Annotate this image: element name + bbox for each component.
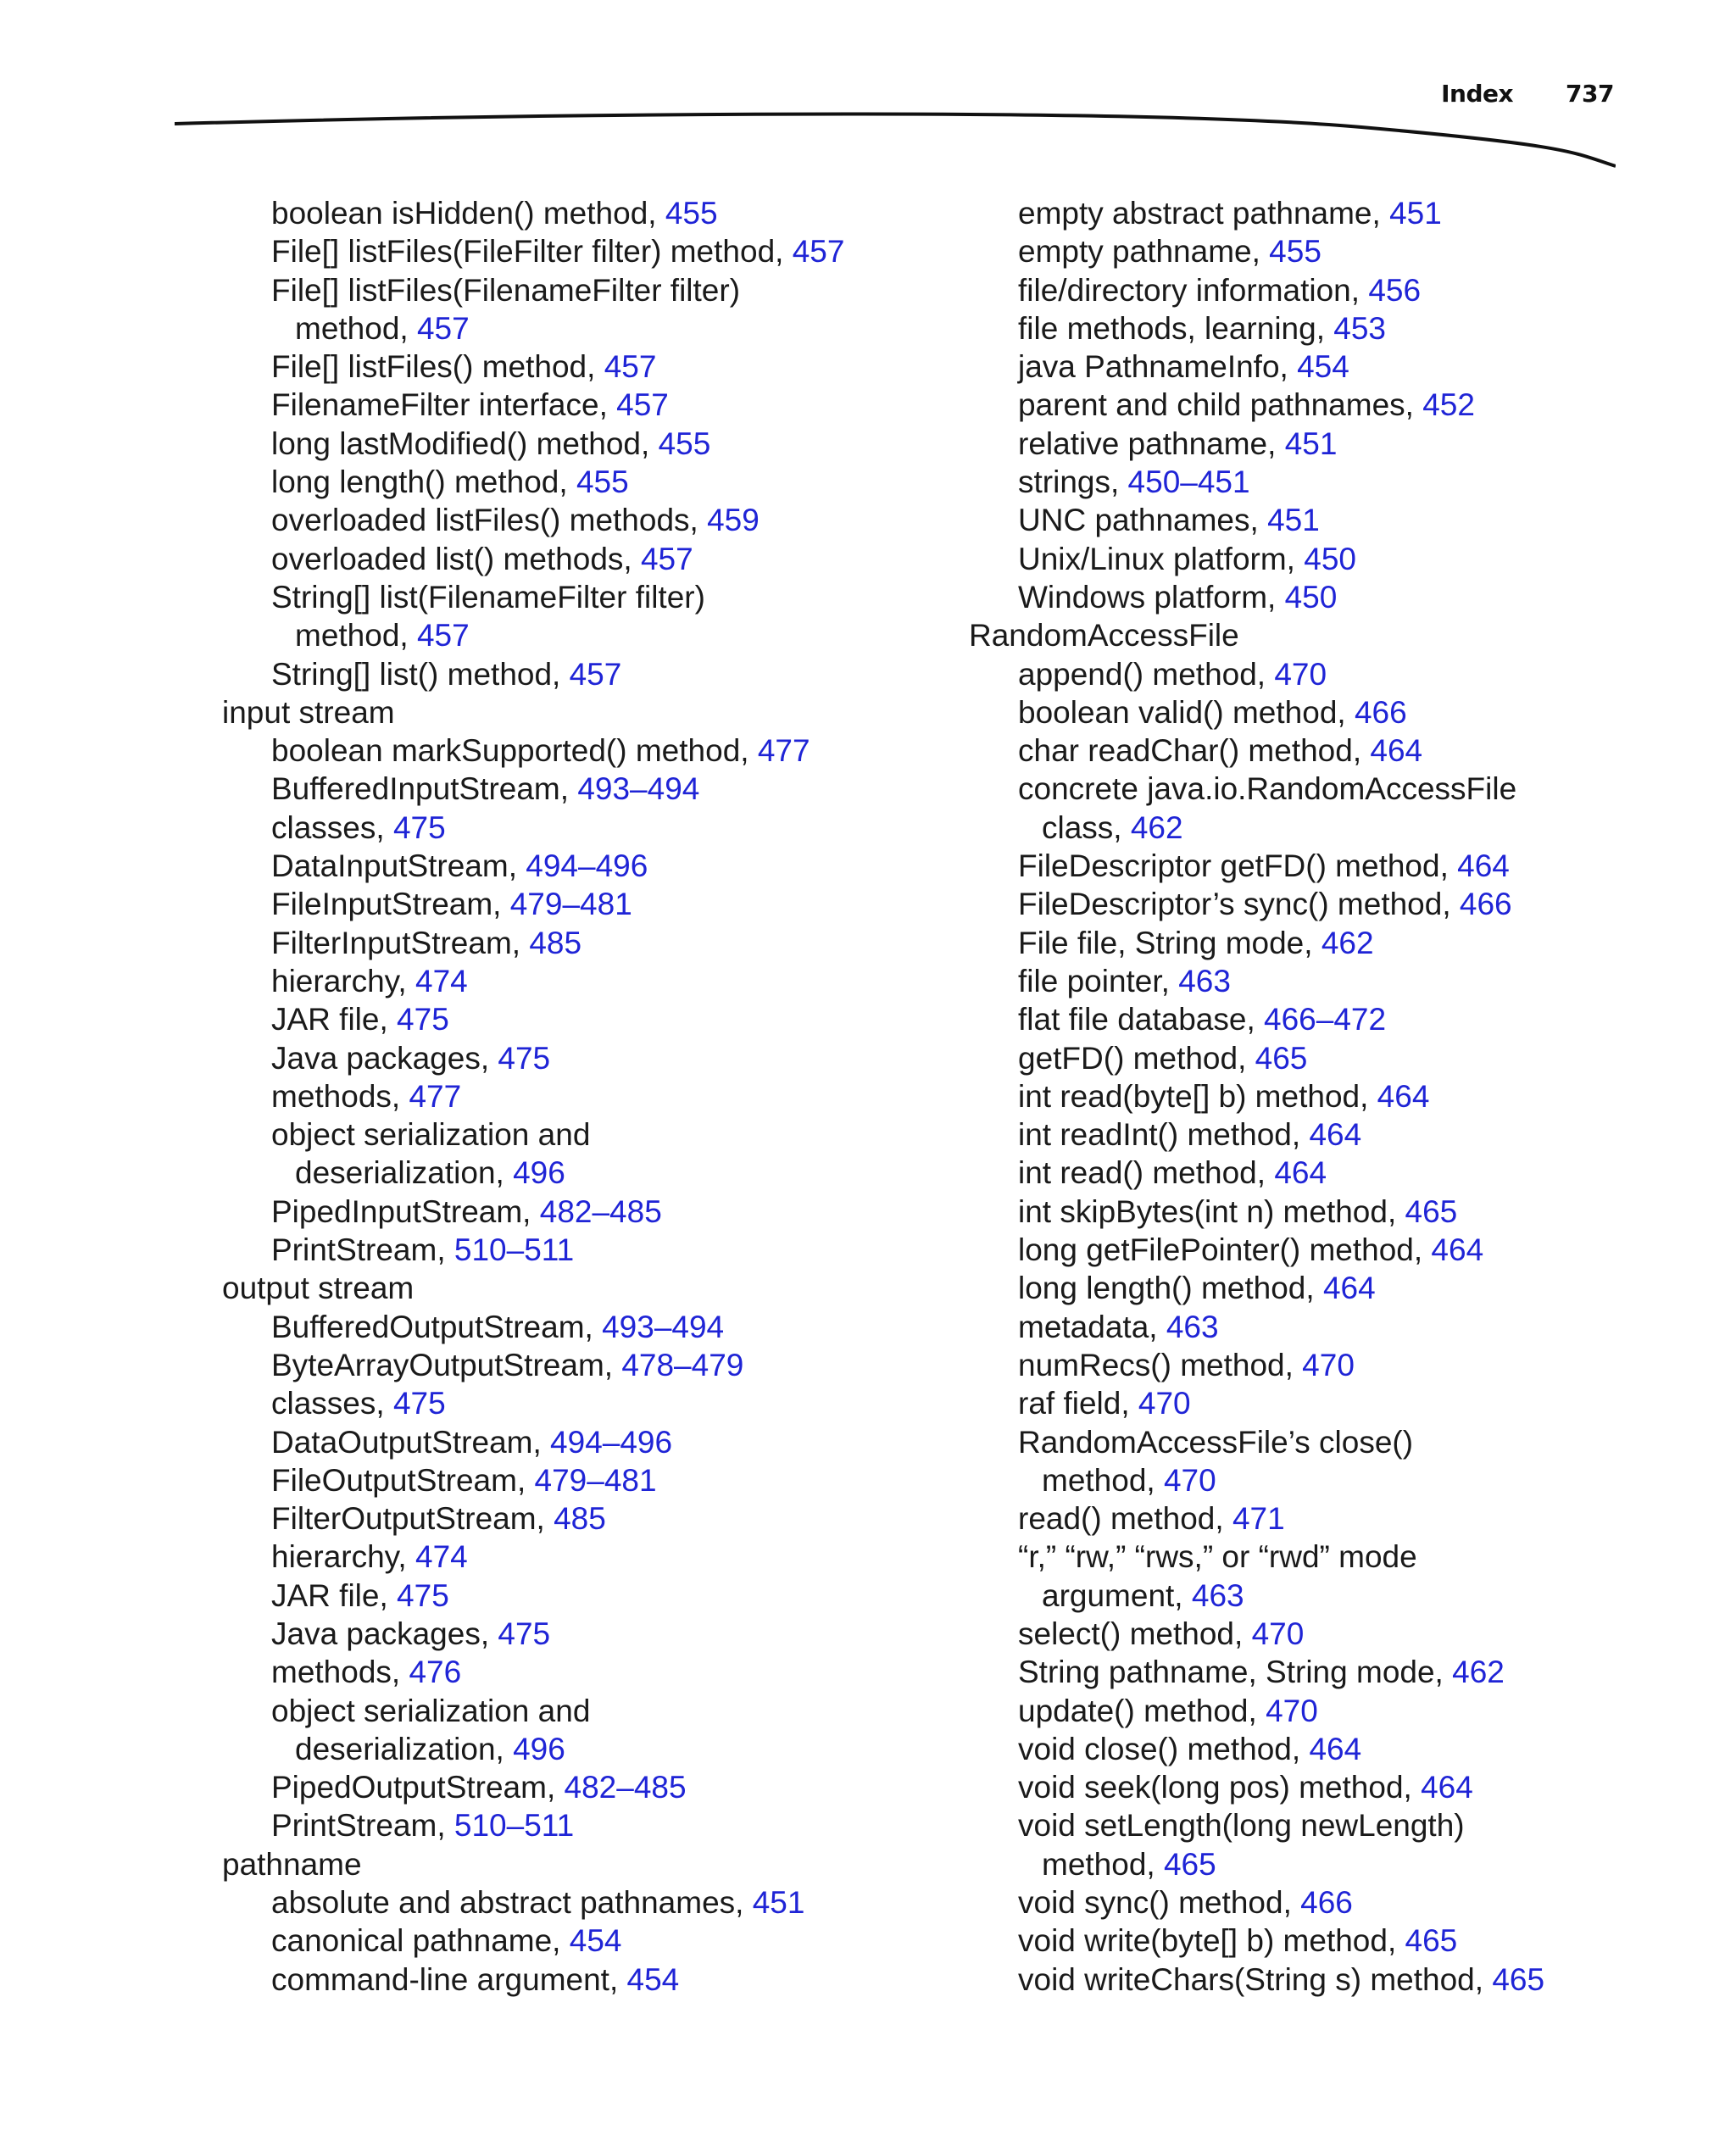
index-entry [969, 731, 1672, 770]
entry-text: file methods, learning, [1018, 310, 1334, 346]
entry-text: append() method, [1018, 656, 1275, 692]
index-entry [222, 1193, 968, 1231]
page-reference-link[interactable]: 485 [554, 1501, 606, 1537]
page-reference-link[interactable]: 465 [1405, 1193, 1458, 1229]
page-reference-link[interactable]: 471 [1232, 1501, 1285, 1537]
page-reference-link[interactable]: 463 [1178, 963, 1231, 998]
page-reference-link[interactable]: 457 [416, 310, 470, 346]
page-reference-link[interactable]: 463 [1166, 1309, 1219, 1344]
index-entry [969, 463, 1672, 501]
index-entry [222, 1077, 968, 1115]
index-entry [222, 1308, 968, 1346]
page-reference-link[interactable]: 466 [1354, 694, 1407, 730]
index-entry [969, 501, 1672, 539]
page-reference-link[interactable]: 494–496 [526, 848, 648, 884]
page-reference-link[interactable]: 466 [1300, 1885, 1353, 1921]
page-reference-link[interactable]: 482–485 [564, 1770, 687, 1805]
entry-text: int skipBytes(int n) method, [1018, 1193, 1405, 1229]
entry-text: argument, [1042, 1577, 1192, 1613]
entry-text: String[] list() method, [271, 656, 570, 692]
index-entry [222, 1423, 968, 1461]
index-entry [969, 1961, 1672, 1999]
entry-text: boolean markSupported() method, [271, 733, 758, 769]
index-entry [969, 1499, 1672, 1538]
page-reference-link[interactable]: 477 [757, 733, 810, 769]
index-entry [222, 194, 968, 232]
entry-text: hierarchy, [271, 1539, 415, 1575]
entry-text: void writeChars(String s) method, [1018, 1961, 1493, 1997]
index-entry [222, 232, 968, 270]
entry-text: boolean valid() method, [1018, 694, 1355, 730]
index-heading [222, 693, 968, 731]
page-reference-link[interactable]: 477 [409, 1078, 462, 1114]
index-heading [222, 1269, 968, 1307]
entry-text: parent and child pathnames, [1018, 387, 1423, 423]
entry-text: file/directory information, [1018, 272, 1369, 308]
entry-text: input stream [222, 694, 395, 730]
entry-text: DataInputStream, [271, 848, 526, 884]
index-entry [222, 1961, 968, 1999]
index-entry [222, 809, 968, 847]
entry-text: methods, [271, 1655, 409, 1690]
index-entry [969, 1577, 1672, 1615]
entry-text: BufferedOutputStream, [271, 1309, 603, 1344]
index-entry [222, 962, 968, 1000]
page-reference-link[interactable]: 464 [1370, 733, 1423, 769]
page-reference-link[interactable]: 457 [616, 387, 669, 423]
index-entry [222, 386, 968, 424]
page-reference-link[interactable]: 455 [576, 464, 629, 500]
page-reference-link[interactable]: 479–481 [534, 1462, 657, 1498]
index-entry [969, 655, 1672, 693]
entry-text: JAR file, [271, 1002, 398, 1037]
page-number: 737 [1566, 80, 1614, 108]
index-entry [969, 1269, 1672, 1307]
index-entry [222, 1577, 968, 1615]
index-heading [222, 1845, 968, 1883]
index-entry [969, 1000, 1672, 1038]
entry-text: select() method, [1018, 1616, 1252, 1651]
index-entry [222, 1653, 968, 1691]
index-entry [222, 1806, 968, 1844]
index-entry [222, 1615, 968, 1653]
entry-text: Windows platform, [1018, 579, 1285, 615]
page-reference-link[interactable]: 455 [658, 426, 711, 461]
page-reference-link[interactable]: 476 [409, 1655, 462, 1690]
page-reference-link[interactable]: 454 [569, 1923, 622, 1959]
entry-text: concrete java.io.RandomAccessFile [1018, 771, 1517, 807]
entry-text: BufferedInputStream, [271, 771, 578, 807]
entry-text: long length() method, [1018, 1271, 1323, 1306]
index-entry [969, 885, 1672, 923]
entry-text: File file, String mode, [1018, 925, 1321, 960]
entry-text: void close() method, [1018, 1731, 1310, 1766]
entry-text: overloaded list() methods, [271, 541, 641, 576]
entry-text: void write(byte[] b) method, [1018, 1923, 1405, 1959]
entry-text: empty pathname, [1018, 234, 1270, 270]
page-reference-link[interactable]: 466–472 [1264, 1002, 1387, 1037]
entry-text: Java packages, [271, 1616, 498, 1651]
index-entry [969, 232, 1672, 270]
page-reference-link[interactable]: 485 [529, 925, 582, 960]
page-reference-link[interactable]: 475 [397, 1577, 449, 1613]
page-reference-link[interactable]: 493–494 [602, 1309, 725, 1344]
index-entry [222, 847, 968, 885]
index-entry [222, 1692, 968, 1730]
index-entry [222, 1154, 968, 1192]
index-entry [969, 1768, 1672, 1806]
page-reference-link[interactable]: 482–485 [539, 1193, 662, 1229]
page-reference-link[interactable]: 453 [1333, 310, 1386, 346]
index-entry [222, 463, 968, 501]
page-reference-link[interactable]: 465 [1163, 1846, 1216, 1882]
index-entry [222, 271, 968, 309]
page-reference-link[interactable]: 454 [626, 1961, 680, 1997]
entry-text: char readChar() method, [1018, 733, 1371, 769]
index-entry [222, 1115, 968, 1154]
entry-text: FileDescriptor getFD() method, [1018, 848, 1458, 884]
entry-text: FileDescriptor’s sync() method, [1018, 887, 1460, 922]
entry-text: method, [1042, 1462, 1164, 1498]
index-entry [222, 616, 968, 654]
index-entry [222, 348, 968, 386]
page-reference-link[interactable]: 464 [1431, 1232, 1484, 1268]
page-reference-link[interactable]: 457 [792, 234, 845, 270]
index-entry [969, 1730, 1672, 1768]
page-reference-link[interactable]: 454 [1297, 349, 1349, 385]
page-reference-link[interactable]: 457 [640, 541, 693, 576]
index-entry [969, 425, 1672, 463]
entry-text: void sync() method, [1018, 1885, 1301, 1921]
index-entry [969, 1423, 1672, 1461]
page-reference-link[interactable]: 475 [392, 1386, 446, 1421]
index-entry [222, 1231, 968, 1269]
page-reference-link[interactable]: 464 [1309, 1731, 1362, 1766]
entry-text: long length() method, [271, 464, 576, 500]
header-rule [175, 102, 1616, 178]
page-reference-link[interactable]: 465 [1492, 1961, 1545, 1997]
index-entry [969, 847, 1672, 885]
entry-text: classes, [271, 809, 393, 845]
index-entry [222, 1461, 968, 1499]
entry-text: FilenameFilter interface, [271, 387, 617, 423]
page-reference-link[interactable]: 470 [1266, 1693, 1318, 1728]
entry-text: Unix/Linux platform, [1018, 541, 1305, 576]
entry-text: PipedOutputStream, [271, 1770, 565, 1805]
page-reference-link[interactable]: 496 [513, 1731, 565, 1766]
entry-text: FileInputStream, [271, 887, 510, 922]
entry-text: method, [295, 618, 417, 654]
page-reference-link[interactable]: 459 [707, 503, 760, 538]
index-entry [969, 578, 1672, 616]
page-reference-link[interactable]: 451 [1389, 196, 1442, 231]
page-reference-link[interactable]: 493–494 [577, 771, 700, 807]
entry-text: boolean isHidden() method, [271, 196, 665, 231]
index-entry [222, 1883, 968, 1922]
index-entry [969, 1653, 1672, 1691]
entry-text: strings, [1018, 464, 1128, 500]
entry-text: class, [1042, 809, 1131, 845]
page-reference-link[interactable]: 457 [569, 656, 622, 692]
index-entry [969, 1883, 1672, 1922]
entry-text: String[] list(FilenameFilter filter) [271, 579, 705, 615]
entry-text: numRecs() method, [1018, 1347, 1303, 1382]
entry-text: method, [1042, 1846, 1164, 1882]
page-reference-link[interactable]: 464 [1421, 1770, 1473, 1805]
index-entry [969, 1806, 1672, 1844]
index-entry [222, 731, 968, 770]
entry-text: PrintStream, [271, 1232, 454, 1268]
index-entry [222, 1768, 968, 1806]
page-reference-link[interactable]: 475 [498, 1616, 551, 1651]
page-reference-link[interactable]: 455 [665, 196, 718, 231]
page-reference-link[interactable]: 450 [1284, 579, 1338, 615]
page-reference-link[interactable]: 465 [1255, 1040, 1308, 1076]
entry-text: long lastModified() method, [271, 426, 659, 461]
index-entry [969, 1922, 1672, 1960]
entry-text: deserialization, [295, 1731, 514, 1766]
page-reference-link[interactable]: 470 [1274, 656, 1327, 692]
entry-text: deserialization, [295, 1155, 514, 1191]
index-entry [969, 1461, 1672, 1499]
index-entry [969, 348, 1672, 386]
index-entry [222, 1922, 968, 1960]
entry-text: File[] listFiles(FileFilter filter) method, [271, 234, 793, 270]
index-entry [969, 1077, 1672, 1115]
entry-text: PipedInputStream, [271, 1193, 540, 1229]
entry-text: ByteArrayOutputStream, [271, 1347, 622, 1382]
entry-text: RandomAccessFile’s close() [1018, 1424, 1414, 1460]
page-reference-link[interactable]: 510–511 [453, 1808, 575, 1844]
entry-text: overloaded listFiles() methods, [271, 503, 708, 538]
entry-text: raf field, [1018, 1386, 1138, 1421]
index-entry [969, 1346, 1672, 1384]
page-reference-link[interactable]: 462 [1321, 925, 1374, 960]
entry-text: metadata, [1018, 1309, 1166, 1344]
index-entry [222, 885, 968, 923]
index-entry [222, 655, 968, 693]
index-entry [222, 309, 968, 348]
index-entry [222, 1384, 968, 1422]
entry-text: absolute and abstract pathnames, [271, 1885, 753, 1921]
page-reference-link[interactable]: 457 [604, 349, 657, 385]
index-entry [222, 770, 968, 808]
page-reference-link[interactable]: 451 [752, 1885, 805, 1921]
entry-text: “r,” “rw,” “rws,” or “rwd” mode [1018, 1539, 1417, 1575]
entry-text: Java packages, [271, 1040, 498, 1076]
page-reference-link[interactable]: 470 [1138, 1386, 1191, 1421]
entry-text: void setLength(long newLength) [1018, 1808, 1465, 1844]
index-entry [969, 1039, 1672, 1077]
entry-text: java PathnameInfo, [1018, 349, 1298, 385]
page-reference-link[interactable]: 451 [1267, 503, 1320, 538]
entry-text: File[] listFiles() method, [271, 349, 604, 385]
page-reference-link[interactable]: 464 [1377, 1078, 1430, 1114]
entry-text: read() method, [1018, 1501, 1232, 1537]
index-entry [222, 1039, 968, 1077]
entry-text: FilterInputStream, [271, 925, 530, 960]
index-entry [969, 271, 1672, 309]
page-reference-link[interactable]: 470 [1163, 1462, 1216, 1498]
index-entry [969, 1845, 1672, 1883]
entry-text: RandomAccessFile [969, 618, 1239, 654]
page-reference-link[interactable]: 479–481 [509, 887, 632, 922]
index-entry [969, 1308, 1672, 1346]
index-entry [969, 1193, 1672, 1231]
page-reference-link[interactable]: 464 [1274, 1155, 1327, 1191]
index-column-left [222, 194, 968, 1999]
index-entry [969, 309, 1672, 348]
index-entry [222, 1346, 968, 1384]
index-entry [969, 1384, 1672, 1422]
entry-text: UNC pathnames, [1018, 503, 1268, 538]
index-entry [222, 501, 968, 539]
page-reference-link[interactable]: 510–511 [453, 1232, 575, 1268]
index-entry [969, 386, 1672, 424]
entry-text: DataOutputStream, [271, 1424, 551, 1460]
index-entry [969, 1615, 1672, 1653]
entry-text: File[] listFiles(FilenameFilter filter) [271, 272, 741, 308]
page-reference-link[interactable]: 456 [1368, 272, 1422, 308]
entry-text: int readInt() method, [1018, 1117, 1310, 1153]
page-reference-link[interactable]: 452 [1422, 387, 1475, 423]
index-column-right [969, 194, 1672, 1999]
page-reference-link[interactable]: 474 [415, 1539, 468, 1575]
index-entry [969, 693, 1672, 731]
entry-text: PrintStream, [271, 1808, 454, 1844]
index-heading [969, 616, 1672, 654]
index-entry [969, 962, 1672, 1000]
running-head-section: Index [1441, 80, 1514, 108]
entry-text: update() method, [1018, 1693, 1266, 1728]
page-reference-link[interactable]: 474 [415, 963, 468, 998]
entry-text: FileOutputStream, [271, 1462, 535, 1498]
page-reference-link[interactable]: 455 [1269, 234, 1321, 270]
index-entry [969, 1115, 1672, 1154]
page-reference-link[interactable]: 464 [1457, 848, 1510, 884]
page-reference-link[interactable]: 496 [513, 1155, 565, 1191]
page-reference-link[interactable]: 450 [1304, 541, 1356, 576]
index-entry [222, 1730, 968, 1768]
index-entry [222, 924, 968, 962]
entry-text: relative pathname, [1018, 426, 1285, 461]
index-entry [969, 194, 1672, 232]
entry-text: int read() method, [1018, 1155, 1275, 1191]
entry-text: int read(byte[] b) method, [1018, 1078, 1377, 1114]
entry-text: empty abstract pathname, [1018, 196, 1390, 231]
index-entry [969, 1538, 1672, 1576]
index-entry [222, 1538, 968, 1576]
entry-text: JAR file, [271, 1577, 398, 1613]
entry-text: file pointer, [1018, 963, 1179, 998]
page-reference-link[interactable]: 464 [1322, 1271, 1376, 1306]
index-entry [969, 1154, 1672, 1192]
entry-text: FilterOutputStream, [271, 1501, 554, 1537]
page-reference-link[interactable]: 470 [1251, 1616, 1305, 1651]
index-entry [969, 770, 1672, 808]
entry-text: canonical pathname, [271, 1923, 570, 1959]
entry-text: object serialization and [271, 1117, 591, 1153]
page-reference-link[interactable]: 451 [1284, 426, 1338, 461]
index-entry [969, 809, 1672, 847]
page-reference-link[interactable]: 464 [1309, 1117, 1362, 1153]
page-reference-link[interactable]: 466 [1459, 887, 1512, 922]
index-entry [969, 1231, 1672, 1269]
page-reference-link[interactable]: 475 [397, 1002, 449, 1037]
page-reference-link[interactable]: 462 [1130, 809, 1183, 845]
index-entry [222, 540, 968, 578]
page-reference-link[interactable]: 478–479 [621, 1347, 744, 1382]
entry-text: flat file database, [1018, 1002, 1265, 1037]
page-reference-link[interactable]: 494–496 [550, 1424, 673, 1460]
index-entry [222, 425, 968, 463]
page-reference-link[interactable]: 462 [1452, 1655, 1505, 1690]
entry-text: void seek(long pos) method, [1018, 1770, 1422, 1805]
entry-text: methods, [271, 1078, 409, 1114]
page-reference-link[interactable]: 450–451 [1127, 464, 1250, 500]
entry-text: getFD() method, [1018, 1040, 1255, 1076]
index-entry [222, 1499, 968, 1538]
entry-text: output stream [222, 1271, 415, 1306]
index-entry [222, 1000, 968, 1038]
index-entry [969, 924, 1672, 962]
page-reference-link[interactable]: 475 [498, 1040, 551, 1076]
entry-text: pathname [222, 1846, 362, 1882]
index-entry [222, 578, 968, 616]
entry-text: classes, [271, 1386, 393, 1421]
index-entry [969, 1692, 1672, 1730]
index-entry [969, 540, 1672, 578]
page-reference-link[interactable]: 470 [1302, 1347, 1355, 1382]
page-reference-link[interactable]: 465 [1405, 1923, 1458, 1959]
page-reference-link[interactable]: 475 [392, 809, 446, 845]
entry-text: hierarchy, [271, 963, 415, 998]
entry-text: String pathname, String mode, [1018, 1655, 1453, 1690]
entry-text: object serialization and [271, 1693, 591, 1728]
entry-text: command-line argument, [271, 1961, 627, 1997]
entry-text: method, [295, 310, 417, 346]
page-reference-link[interactable]: 463 [1191, 1577, 1244, 1613]
page-reference-link[interactable]: 457 [416, 618, 470, 654]
entry-text: long getFilePointer() method, [1018, 1232, 1432, 1268]
